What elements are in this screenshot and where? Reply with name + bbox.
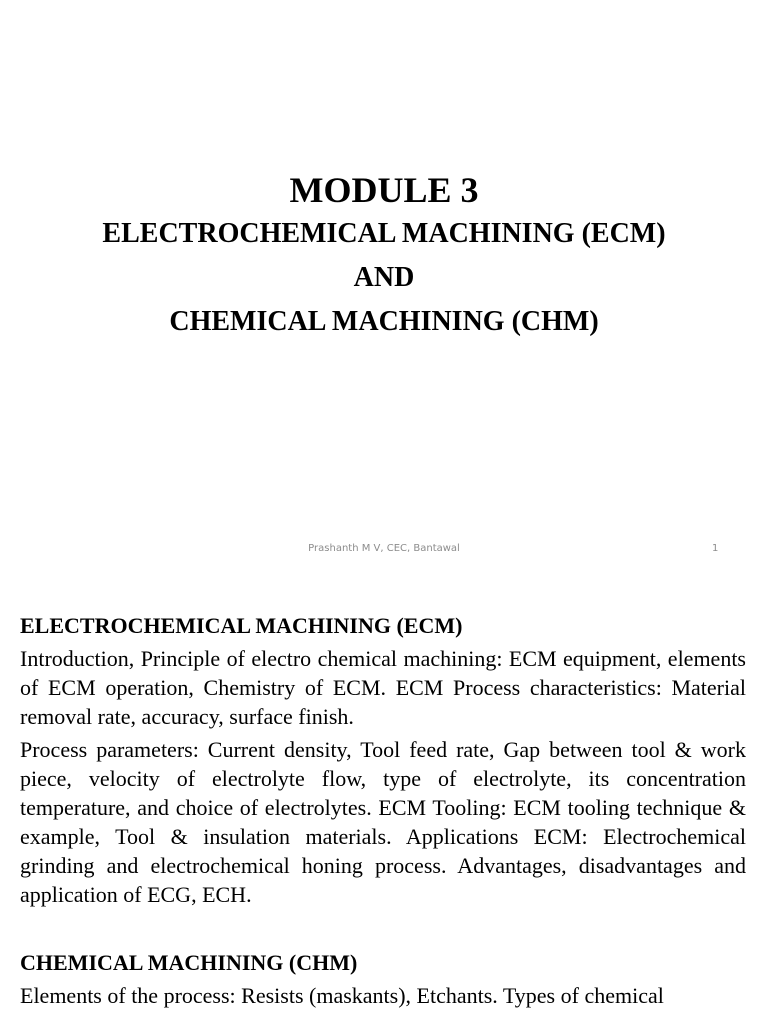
chm-section-heading: CHEMICAL MACHINING (CHM) — [20, 950, 358, 975]
subtitle-line-and: AND — [353, 262, 415, 293]
section-spacer — [20, 913, 746, 949]
module-title: MODULE 3 — [289, 170, 479, 210]
ecm-section-heading: ELECTROCHEMICAL MACHINING (ECM) — [20, 613, 463, 638]
ecm-paragraph-intro: Introduction, Principle of electro chemical machining: ECM equipment, elements of ECM operation, Chemistry of ECM. ECM Process characteristics: Material removal rate, accuracy, surface finish. — [20, 646, 746, 729]
subtitle-line-ecm: ELECTROCHEMICAL MACHINING (ECM) — [102, 218, 666, 249]
chm-paragraph-elements: Elements of the process: Resists (maskants), Etchants. Types of chemical — [20, 983, 664, 1008]
subtitle-line-chm: CHEMICAL MACHINING (CHM) — [169, 306, 599, 337]
footer-page-number: 1 — [712, 543, 719, 554]
content-slide — [20, 612, 746, 1014]
ecm-paragraph-parameters: Process parameters: Current density, Tool feed rate, Gap between tool & work piece, velocity of electrolyte flow, type of electrolyte, its concentration temperature, and choice of electrolytes. ECM Tooling: ECM tooling technique & example, Tool & insulation materials. Applications ECM: Electrochemical grinding and electrochemical honing process. Advantages, disadvantages and application of ECG, ECH. — [20, 737, 746, 907]
footer-author: Prashanth M V, CEC, Bantawal — [308, 543, 460, 554]
title-block — [0, 168, 768, 344]
